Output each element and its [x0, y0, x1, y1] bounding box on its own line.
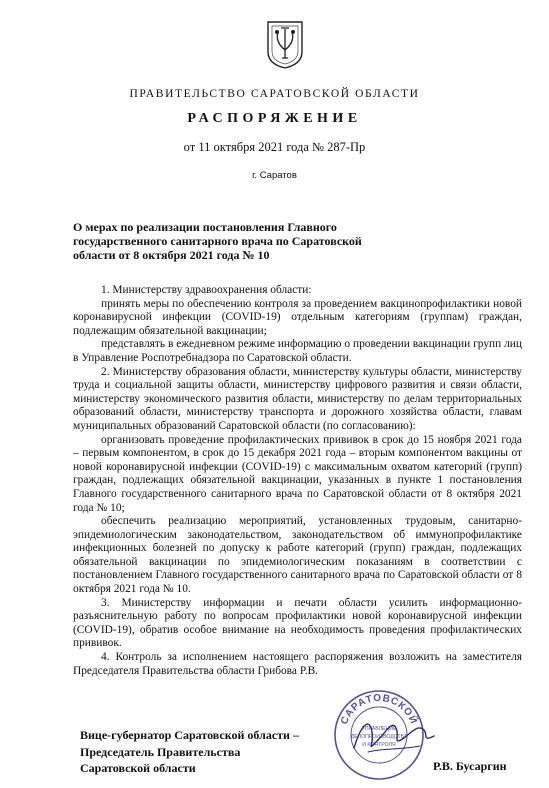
- paragraph: 1. Министерству здравоохранения области:: [101, 284, 312, 296]
- signatory-position-line: Саратовской области: [80, 761, 196, 775]
- signatory-name: Р.В. Бусаргин: [433, 759, 507, 773]
- signatory-position: [80, 727, 299, 777]
- paragraph: обеспечить реализацию мероприятий, установленных трудовым, санитарно-эпидемиологическим законодательством, законодательством об иммунопрофилактике инфекционных болезней по допуску к работе категорий (групп) граждан, подлежащих обязательной вакцинации по эпидемиологическим показаниям в соответствии с постановлением Главного государственного санитарного врача по Саратовской области от 8 октября 2021 года № 10.: [73, 515, 522, 596]
- paragraph: принять меры по обеспечению контроля за проведением вакцинопрофилактики новой коронавирусной инфекции (COVID-19) отдельным категориям (группам) граждан, подлежащим обязательной вакцинации;: [73, 297, 522, 337]
- handwritten-signature: [348, 712, 438, 760]
- paragraph: 4. Контроль за исполнением настоящего распоряжения возложить на заместителя Председателя Правительства области Грибова Р.В.: [73, 651, 522, 677]
- paragraph: 3. Министерству информации и печати области усилить информационно-разъяснительную работу по вопросам профилактики новой коронавирусной инфекции (COVID-19), обратив особое внимание на необходимость проведения профилактических прививок.: [73, 596, 522, 650]
- government-name: ПРАВИТЕЛЬСТВО САРАТОВСКОЙ ОБЛАСТИ: [129, 88, 420, 100]
- stamp-inner-line: ДЕЛОПРОИЗВОДСТВА: [350, 734, 408, 740]
- document-type-title: РАСПОРЯЖЕНИЕ: [187, 111, 362, 126]
- stamp-inner-line: УПРАВЛЕНИЕ: [361, 726, 397, 732]
- stamp-inner-line: И КОНТРОЛЯ: [362, 742, 396, 748]
- paragraph: 2. Министерству образования области, министерству культуры области, министерству труда и социальной защиты области, министерству цифрового развития и связи области, министерству экономического развития области, министерству по делам территориальных образований области, министерству транспорта и дорожного хозяйства области, главам муниципальных образований Саратовской области (по согласованию):: [73, 365, 522, 432]
- paragraph: организовать проведение профилактических прививок в срок до 15 ноября 2021 года – первым компонентом, в срок до 15 декабря 2021 года – вторым компонентом вакцины от новой коронавирусной инфекции (COVID-19) с максимальным охватом категорий (групп) граждан, подлежащих обязательной вакцинации, указанных в пункте 1 постановления Главного государственного санитарного врача по Саратовской области от 8 октября 2021 года № 10;: [73, 433, 522, 514]
- signatory-position-line: Вице-губернатор Саратовской области –: [80, 728, 299, 742]
- document-date-number: от 11 октября 2021 года № 287-Пр: [183, 140, 366, 154]
- document-city: г. Саратов: [252, 170, 297, 181]
- signatory-position-line: Председатель Правительства: [80, 744, 241, 759]
- document-body: [73, 284, 522, 678]
- document-subject: О мерах по реализации постановления Главного государственного санитарного врача по Саратовской области от 8 октября 2021 года № 10: [73, 220, 362, 262]
- paragraph: представлять в ежедневном режиме информацию о проведении вакцинации групп лиц в Управление Роспотребнадзора по Саратовской области.: [73, 338, 522, 364]
- stamp-outer-text: САРАТОВСКОЙ: [338, 692, 420, 727]
- coat-of-arms-icon: [265, 20, 305, 70]
